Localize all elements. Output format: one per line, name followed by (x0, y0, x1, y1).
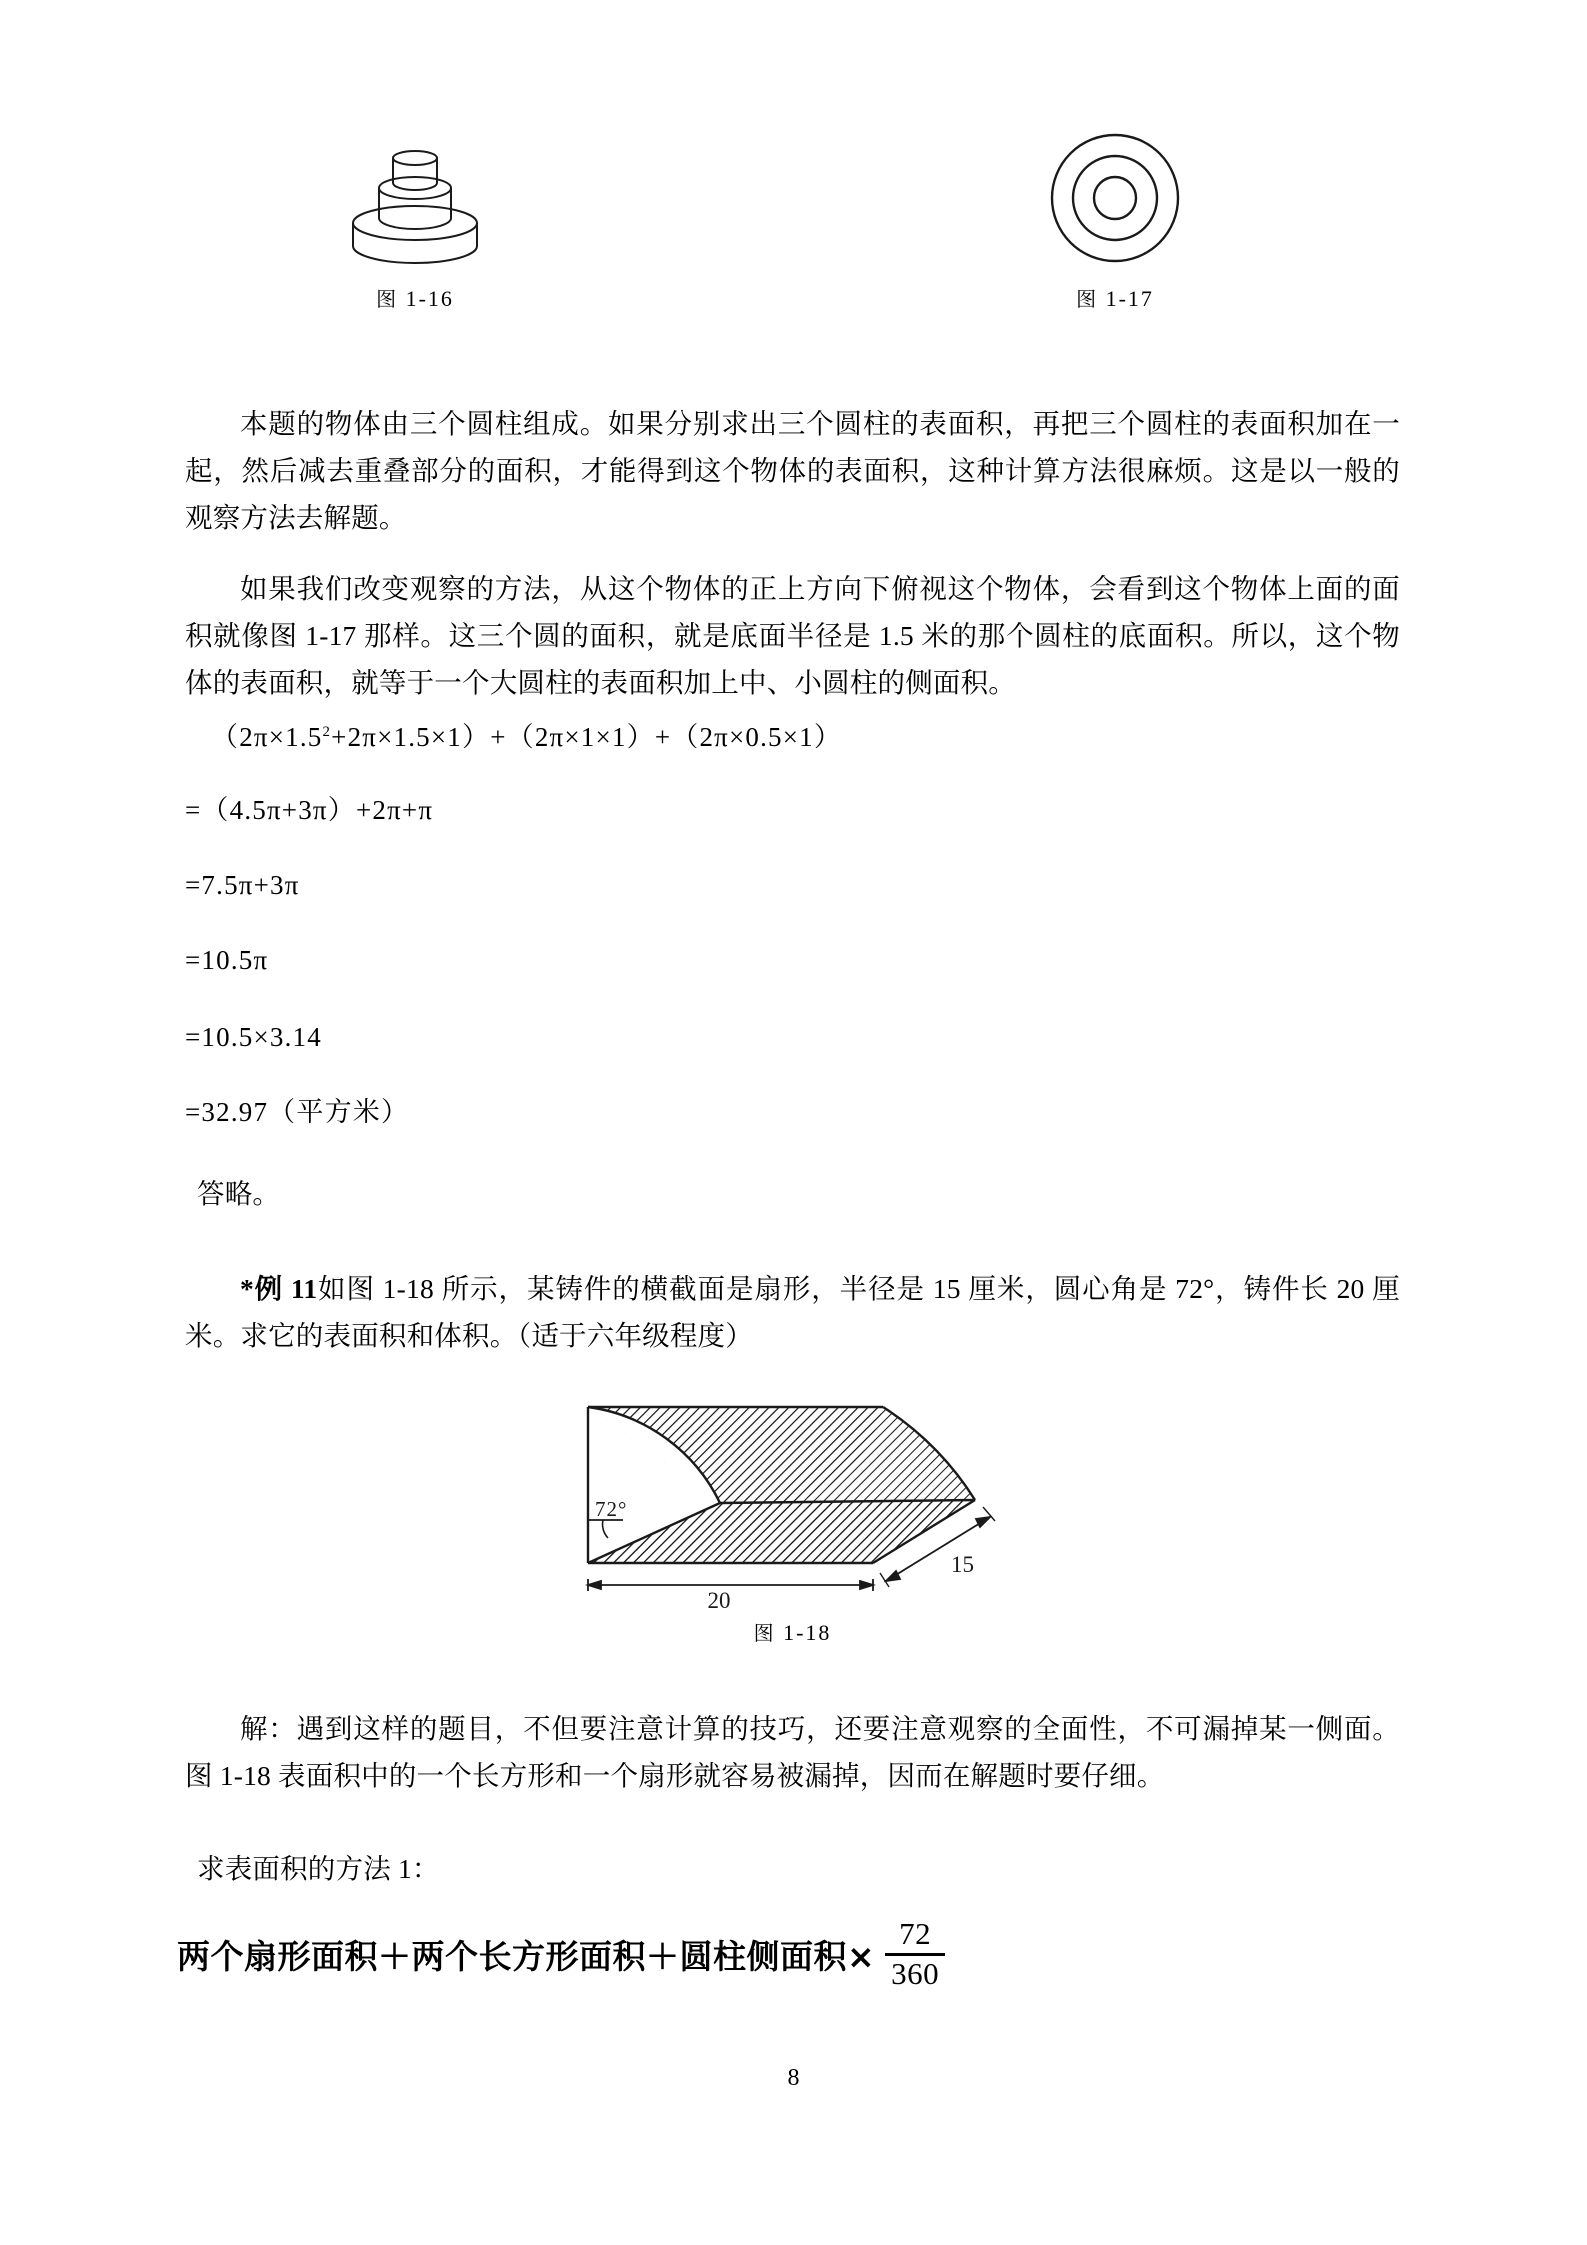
paragraph-analysis-1: 本题的物体由三个圆柱组成。如果分别求出三个圆柱的表面积，再把三个圆柱的表面积加在一起，然后减去重叠部分的面积，才能得到这个物体的表面积，这种计算方法很麻烦。这是以一般的观察方法去解题。 (185, 408, 1400, 533)
fraction-numerator: 72 (899, 1916, 932, 1951)
stacked-cylinders-illustration (315, 120, 515, 270)
figure-1-17 (985, 120, 1245, 312)
figure-1-18-angle-label: 72° (594, 1497, 627, 1521)
example-11-label: *例 11 (240, 1273, 318, 1304)
figure-1-16 (285, 120, 545, 312)
example-11-body: 如图 1-18 所示，某铸件的横截面是扇形，半径是 15 厘米，圆心角是 72°，铸件长 20 厘米。求它的表面积和体积。（适于六年级程度） (185, 1273, 1401, 1351)
equation-line-1-part2: +2π×1.5×1）+（2π×1×1）+（2π×0.5×1） (331, 722, 843, 752)
paragraph-analysis-2: 如果我们改变观察的方法，从这个物体的正上方向下俯视这个物体，会看到这个物体上面的面积就像图 1-17 那样。这三个圆的面积，就是底面半径是 1.5 米的那个圆柱的底面积。所以，这个物体的表面积，就等于一个大圆柱的表面积加上中、小圆柱的侧面积。 (185, 573, 1400, 698)
figure-1-18-length-label: 20 (707, 1588, 730, 1610)
figure-1-18-caption-label: 图 (753, 1621, 776, 1645)
sector-prism-casting-illustration (553, 1395, 1033, 1610)
figure-row-top (185, 120, 1400, 350)
figure-1-18-caption (185, 1617, 1400, 1646)
answer-omitted-text: 答略。 (197, 1178, 281, 1209)
figure-1-17-caption-number: 1-17 (1105, 286, 1154, 311)
equation-line-1-part1: （2π×1.5 (211, 722, 323, 752)
equation-line-3: =7.5π+3π (185, 870, 300, 900)
figure-1-16-caption-number: 1-16 (405, 286, 454, 311)
fraction-72-over-360 (885, 1918, 945, 1990)
paragraph-example-11 (185, 1265, 1400, 1359)
surface-area-formula-text: 两个扇形面积＋两个长方形面积＋圆柱侧面积× (177, 1936, 876, 1976)
equation-line-1 (185, 712, 1400, 757)
fraction-denominator: 360 (891, 1955, 940, 1991)
surface-area-formula (177, 1918, 1392, 1990)
figure-1-18 (185, 1395, 1400, 1646)
page-number: 8 (787, 2065, 800, 2091)
equation-line-6: =32.97（平方米） (185, 1097, 410, 1127)
equation-line-1-exponent: 2 (322, 724, 332, 740)
figure-1-18-caption-number: 1-18 (783, 1620, 832, 1645)
paragraph-solution: 解：遇到这样的题目，不但要注意计算的技巧，还要注意观察的全面性，不可漏掉某一侧面。图 1-18 表面积中的一个长方形和一个扇形就容易被漏掉，因而在解题时要仔细。 (185, 1713, 1400, 1791)
figure-1-17-caption (985, 283, 1245, 312)
concentric-circles-illustration (1015, 120, 1215, 270)
method-1-heading: 求表面积的方法 1： (197, 1853, 440, 1884)
figure-1-16-caption-label: 图 (376, 287, 399, 311)
equation-line-5: =10.5×3.14 (185, 1022, 322, 1052)
figure-1-18-radius-label: 15 (950, 1552, 974, 1577)
figure-1-17-caption-label: 图 (1076, 287, 1099, 311)
figure-1-16-caption (285, 283, 545, 312)
equation-line-4: =10.5π (185, 945, 269, 975)
equation-line-2: =（4.5π+3π）+2π+π (185, 795, 434, 825)
